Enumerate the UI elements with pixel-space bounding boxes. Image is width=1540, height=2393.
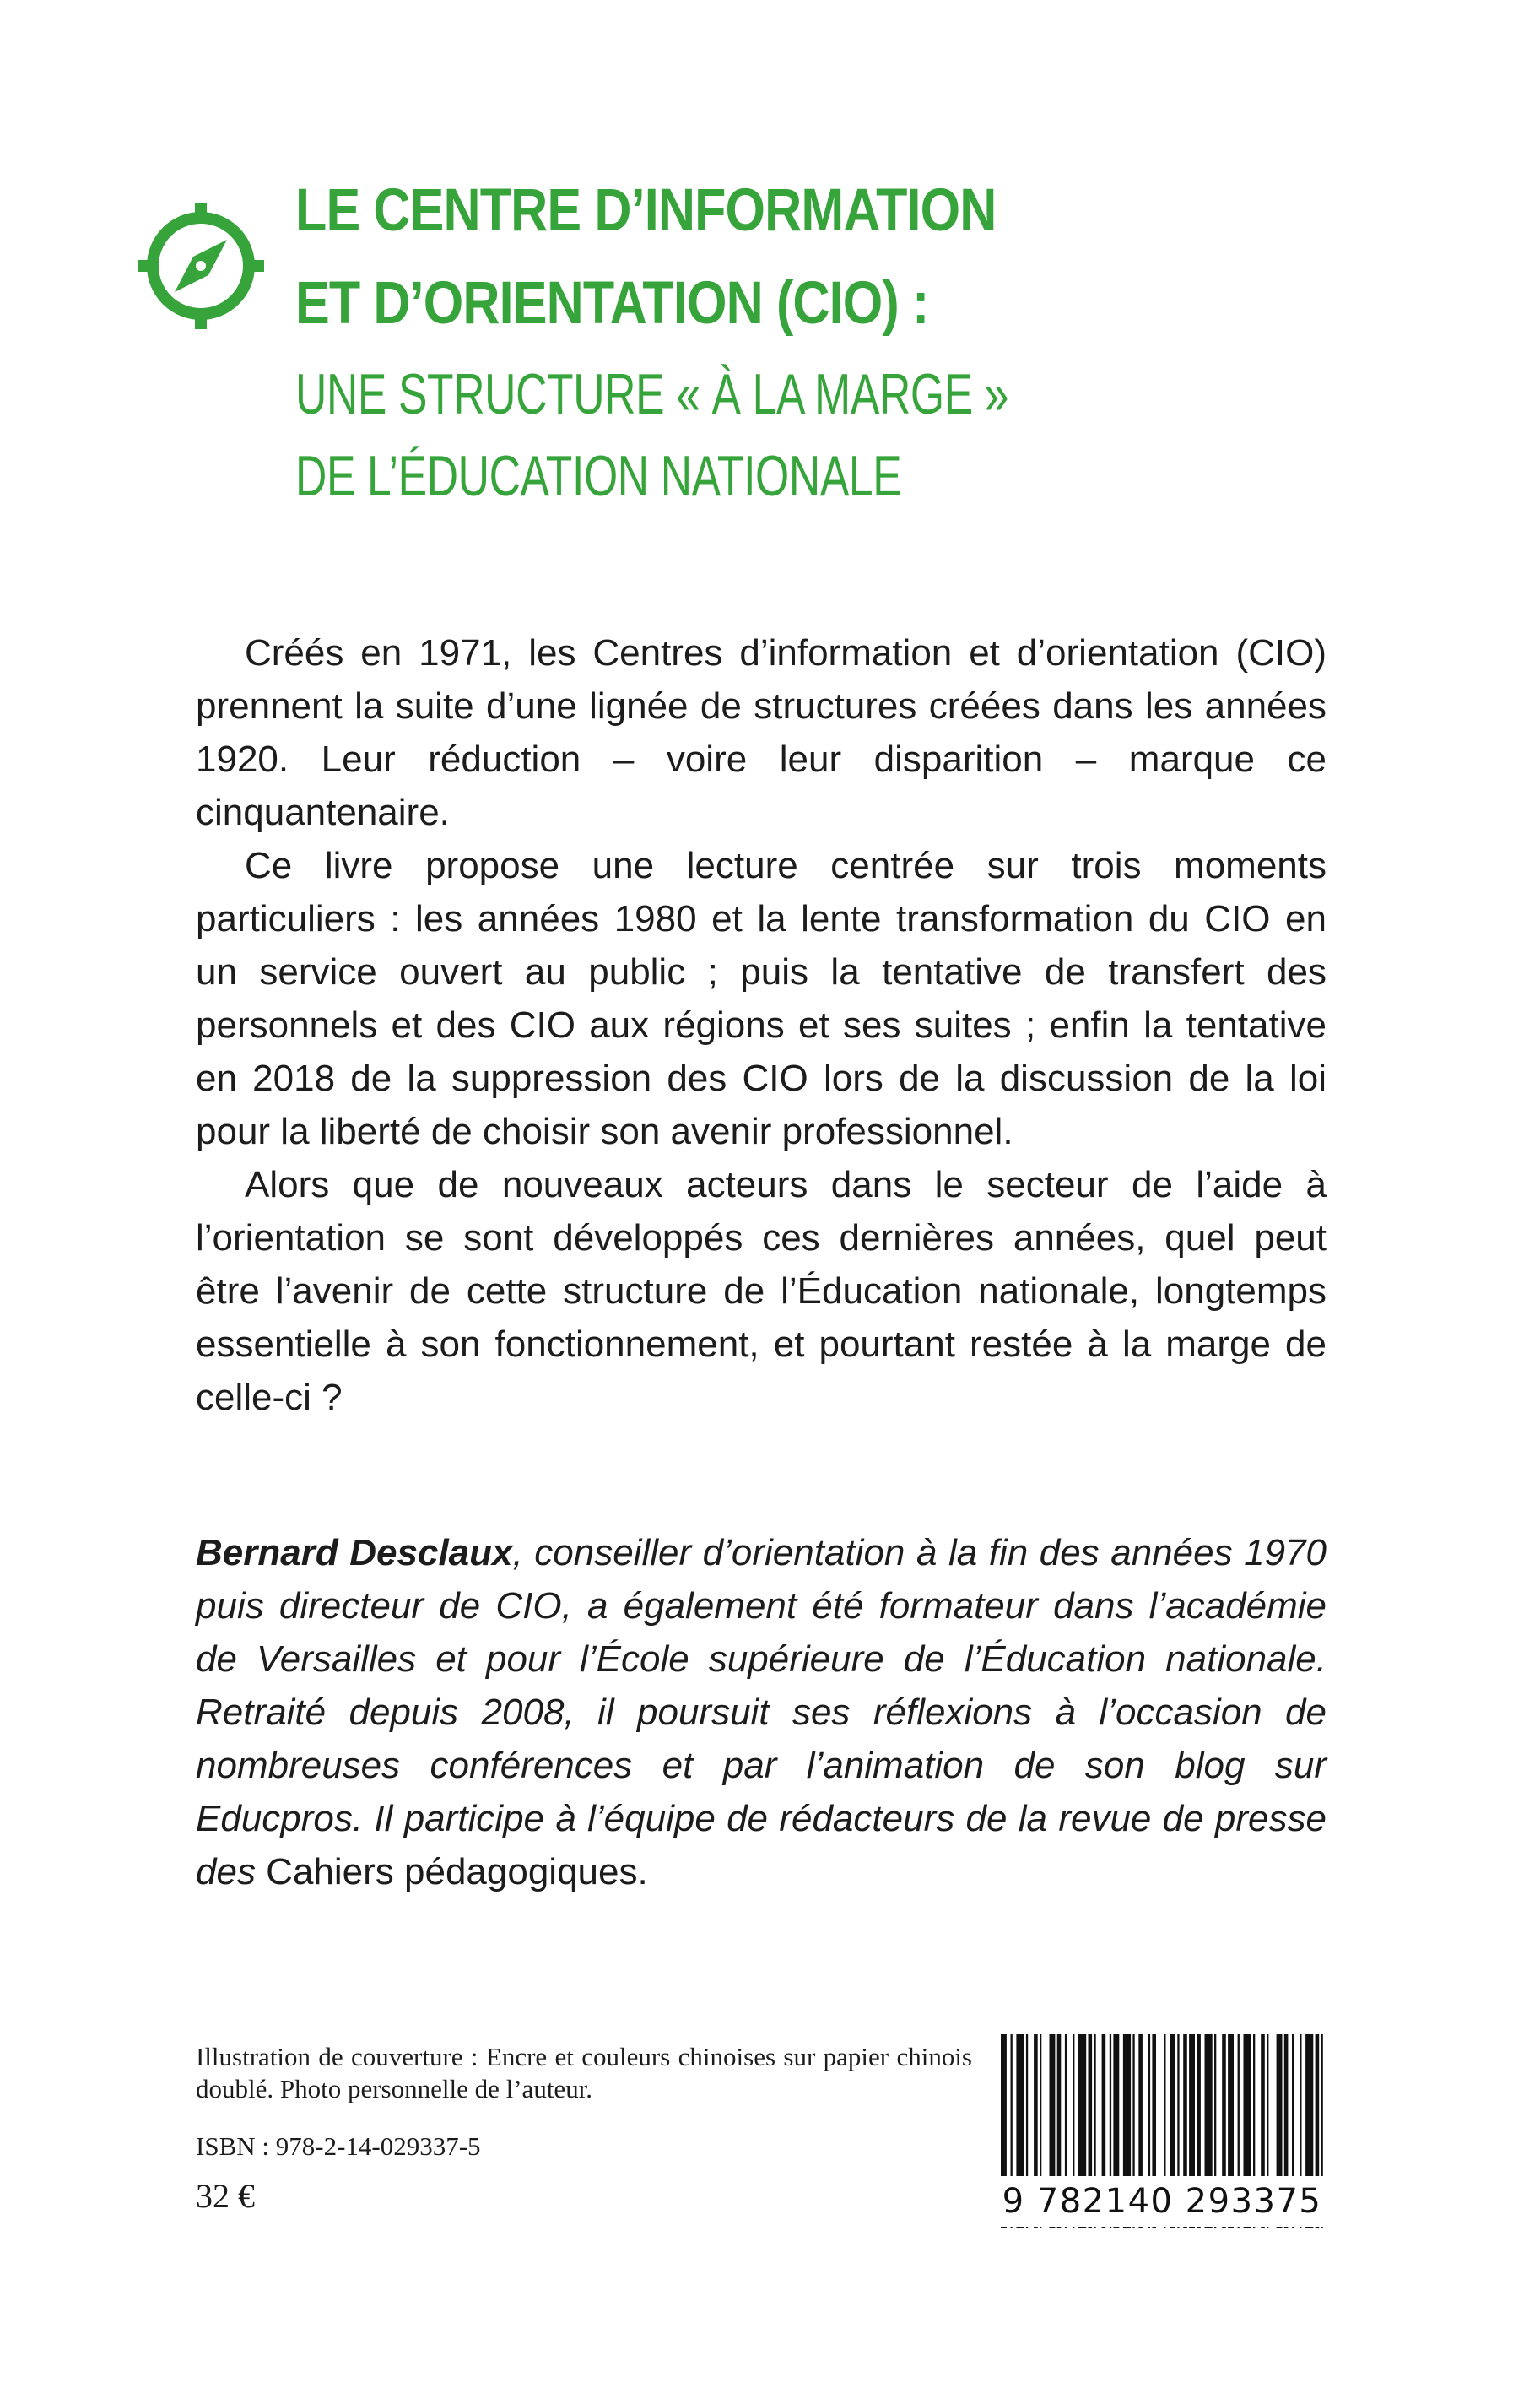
book-title xyxy=(295,165,1392,517)
author-bio-text: , conseiller d’orientation à la fin des années 1970 puis directeur de CIO, a également été formateur dans l’académie de Versailles et pour l’École supérieure de l’Éducation nationale. Retraité depuis 2008, il poursuit ses réflexions à l’occasion de nombreuses conférences et par l’animation de son blog sur Educpros. Il participe à l’équipe de rédacteurs de la revue de presse des xyxy=(196,1532,1327,1892)
isbn: ISBN : 978-2-14-029337-5 xyxy=(196,2131,481,2161)
summary-text xyxy=(196,626,1327,1424)
title-line-2: ET D’ORIENTATION (CIO) : xyxy=(295,270,929,337)
title-line-1: LE CENTRE D’INFORMATION xyxy=(295,177,997,244)
author-name: Bernard Desclaux xyxy=(196,1532,513,1573)
publication-name: Cahiers pédagogiques. xyxy=(266,1851,648,1892)
subtitle-line-1: UNE STRUCTURE « À LA MARGE » xyxy=(295,362,1009,426)
cover-credit: Illustration de couverture : Encre et couleurs chinoises sur papier chinois doublé. Photo personnelle de l’auteur. xyxy=(196,2042,972,2103)
summary-paragraph: Créés en 1971, les Centres d’information et d’orientation (CIO) prennent la suite d’une lignée de structures créées dans les années 1920. Leur réduction – voire leur disparition – marque ce cinquantenaire. xyxy=(196,632,1327,833)
author-bio xyxy=(196,1526,1327,1898)
subtitle-line-2: DE L’ÉDUCATION NATIONALE xyxy=(295,444,902,508)
price: 32 € xyxy=(196,2177,255,2215)
summary-paragraph: Ce livre propose une lecture centrée sur trois moments particuliers : les années 1980 et la lente transformation du CIO en un service ouvert au public ; puis la tentative de transfert des personnels et des CIO aux régions et ses suites ; enfin la tentative en 2018 de la suppression des CIO lors de la discussion de la loi pour la liberté de choisir son avenir professionnel. xyxy=(196,845,1327,1152)
compass-icon xyxy=(138,203,264,329)
barcode-digits: 9 782140 293375 xyxy=(997,2176,1327,2227)
summary-paragraph: Alors que de nouveaux acteurs dans le secteur de l’aide à l’orientation se sont développés ces dernières années, quel peut être l’avenir de cette structure de l’Éducation nationale, longtemps essentielle à son fonctionnement, et pourtant restée à la marge de celle-ci ? xyxy=(196,1164,1327,1418)
